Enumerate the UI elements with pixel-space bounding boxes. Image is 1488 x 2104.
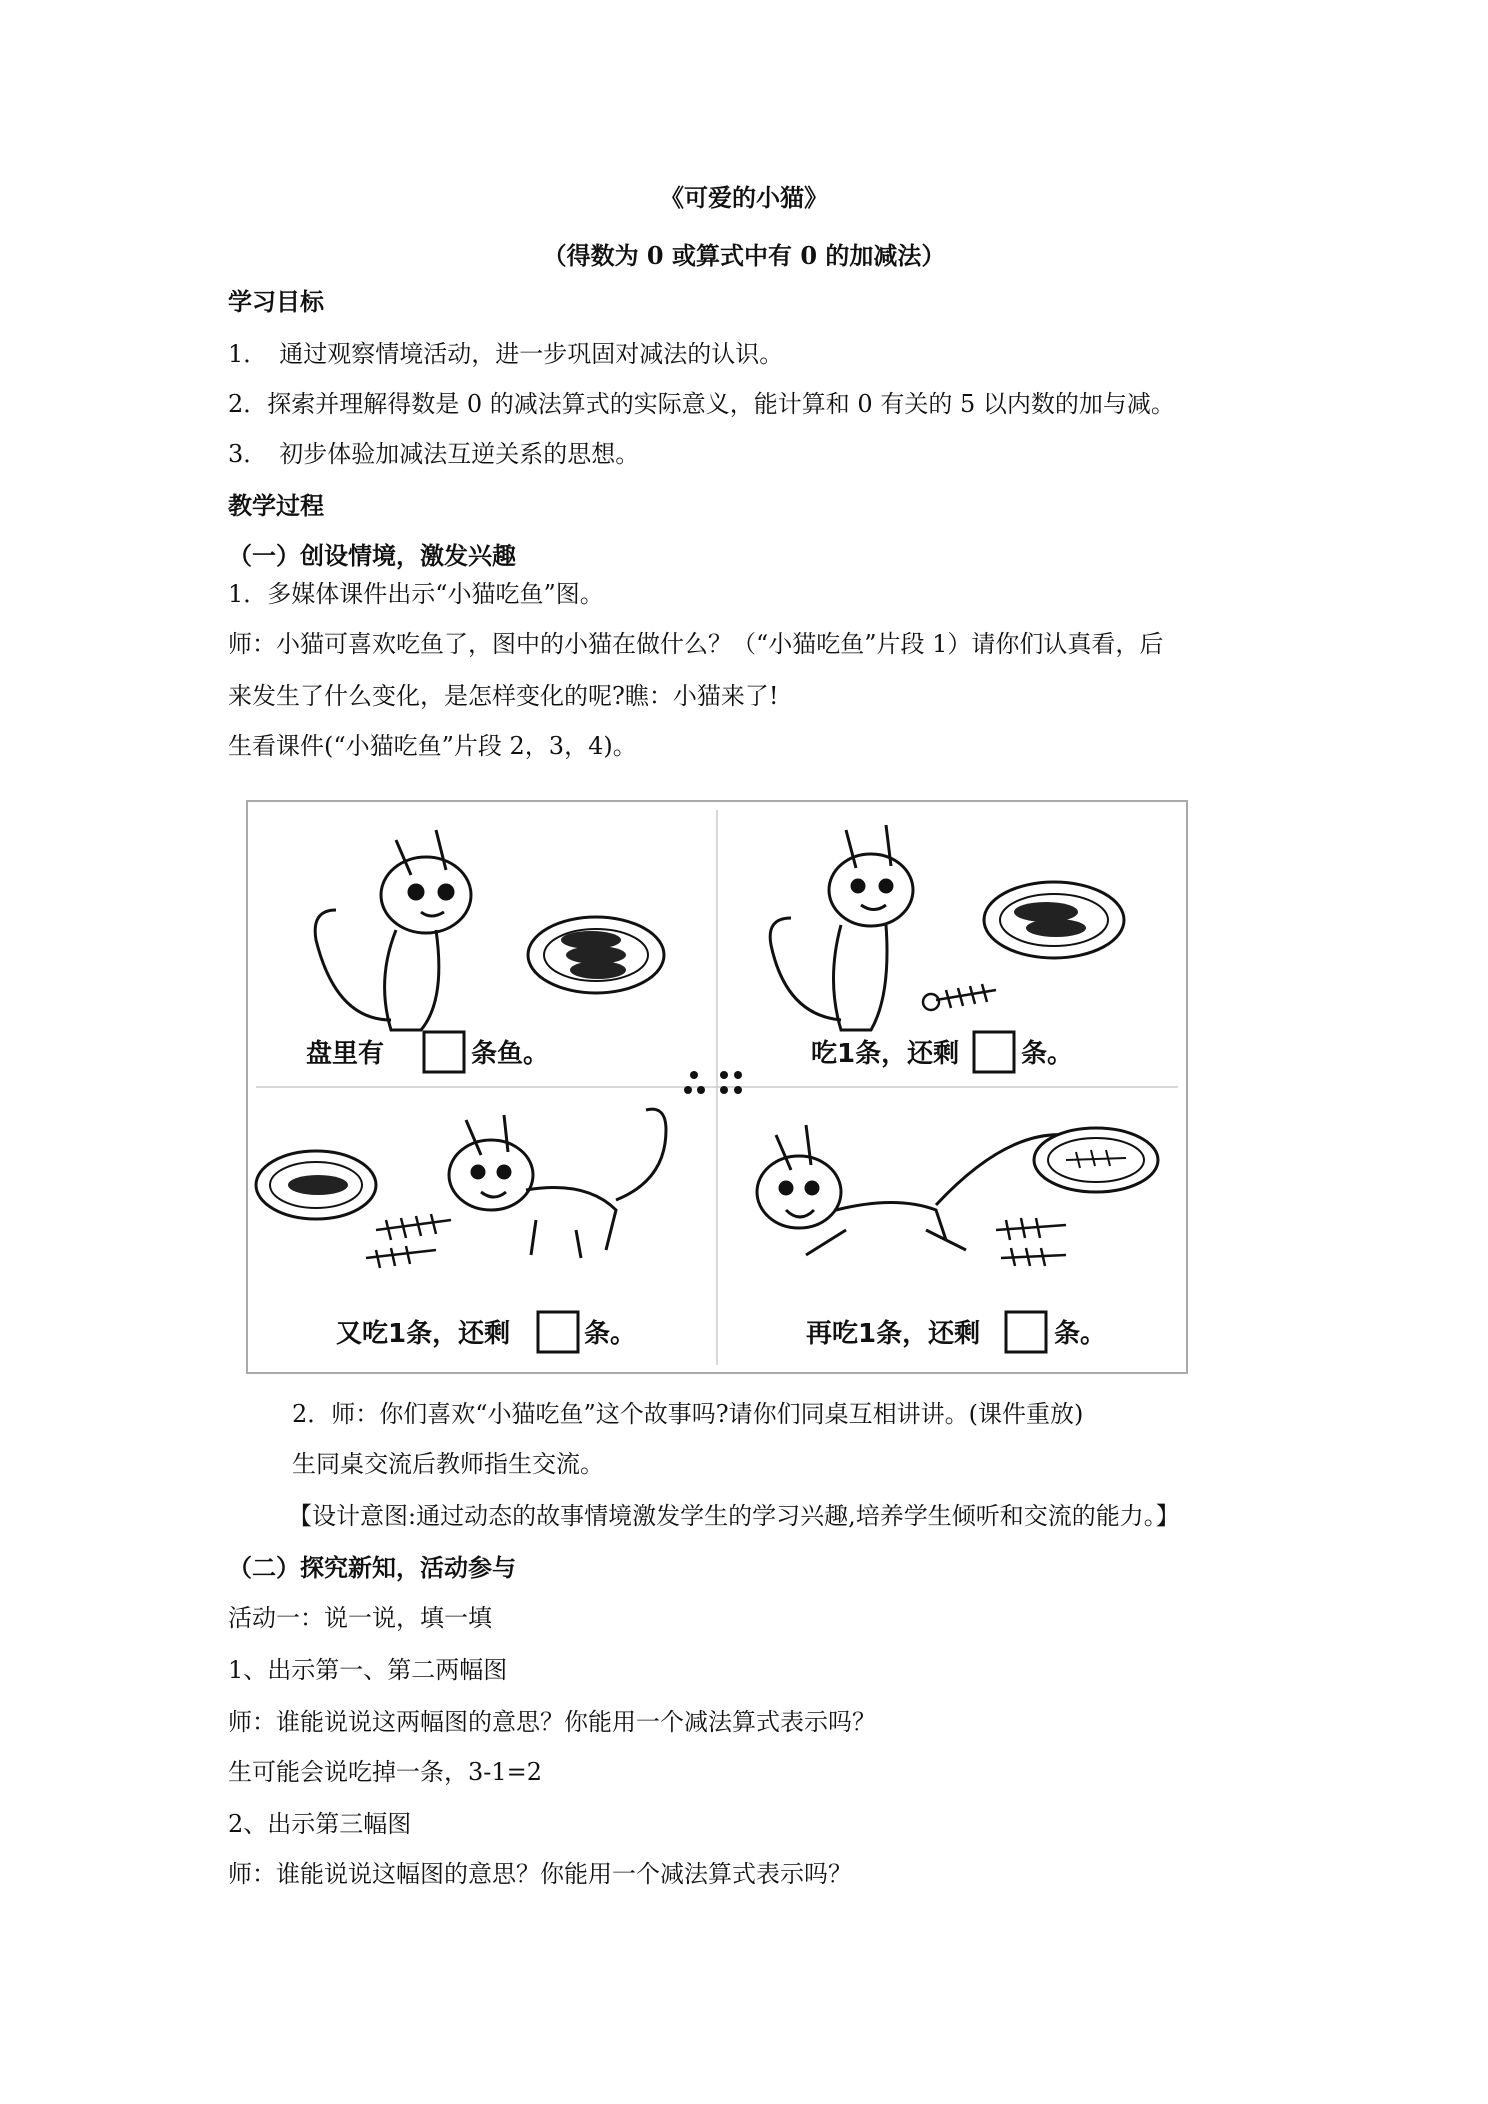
cat-eating-fish-figure	[246, 800, 1188, 1374]
goal-item: 1． 通过观察情境活动，进一步巩固对减法的认识。	[228, 340, 784, 368]
part1-line: 来发生了什么变化，是怎样变化的呢?瞧：小猫来了!	[228, 682, 779, 710]
goal-item: 2．探索并理解得数是 0 的减法算式的实际意义，能计算和 0 有关的 5 以内数的加与减。	[228, 390, 1175, 418]
caption-2-after: 条。	[1021, 1039, 1074, 1069]
fish-plate-icon	[256, 1151, 376, 1219]
caption-4-after: 条。	[1054, 1319, 1107, 1349]
process-heading: 教学过程	[228, 491, 324, 520]
document-subtitle: （得数为 0 或算式中有 0 的加减法）	[542, 241, 946, 270]
part2-line: 活动一：说一说，填一填	[228, 1604, 492, 1632]
goals-heading: 学习目标	[228, 287, 324, 316]
document-title: 《可爱的小猫》	[660, 183, 828, 212]
caption-4-before: 再吃1条，还剩	[806, 1319, 981, 1349]
empty-plate-icon	[1034, 1128, 1158, 1192]
part1-line: 1．多媒体课件出示“小猫吃鱼”图。	[228, 580, 604, 608]
part2-heading: （二）探究新知，活动参与	[228, 1553, 516, 1582]
caption-2-before: 吃1条，还剩	[811, 1039, 960, 1069]
part1-after-line: 2．师：你们喜欢“小猫吃鱼”这个故事吗?请你们同桌互相讲讲。(课件重放)	[292, 1400, 1084, 1428]
part2-line: 1、出示第一、第二两幅图	[228, 1656, 508, 1684]
caption-1-before: 盘里有	[306, 1039, 385, 1069]
part1-after-line: 生同桌交流后教师指生交流。	[292, 1450, 604, 1478]
part1-line: 师：小猫可喜欢吃鱼了，图中的小猫在做什么？（“小猫吃鱼”片段 1）请你们认真看，后	[228, 630, 1164, 658]
caption-1-after: 条鱼。	[471, 1039, 550, 1069]
part2-line: 师：谁能说说这两幅图的意思？你能用一个减法算式表示吗？	[228, 1708, 876, 1736]
part2-line: 2、出示第三幅图	[228, 1810, 412, 1838]
goal-item: 3． 初步体验加减法互逆关系的思想。	[228, 440, 640, 468]
caption-3-before: 又吃1条，还剩	[336, 1319, 511, 1349]
part2-line: 师：谁能说说这幅图的意思？你能用一个减法算式表示吗？	[228, 1860, 852, 1888]
part1-heading: （一）创设情境，激发兴趣	[228, 541, 516, 570]
fish-plate-icon	[528, 917, 664, 993]
part2-line: 生可能会说吃掉一条，3-1=2	[228, 1758, 543, 1786]
part1-line: 生看课件(“小猫吃鱼”片段 2，3，4)。	[228, 732, 637, 760]
fish-plate-icon	[984, 882, 1124, 958]
design-intent-note: 【设计意图:通过动态的故事情境激发学生的学习兴趣,培养学生倾听和交流的能力。】	[288, 1502, 1180, 1530]
caption-3-after: 条。	[584, 1319, 637, 1349]
